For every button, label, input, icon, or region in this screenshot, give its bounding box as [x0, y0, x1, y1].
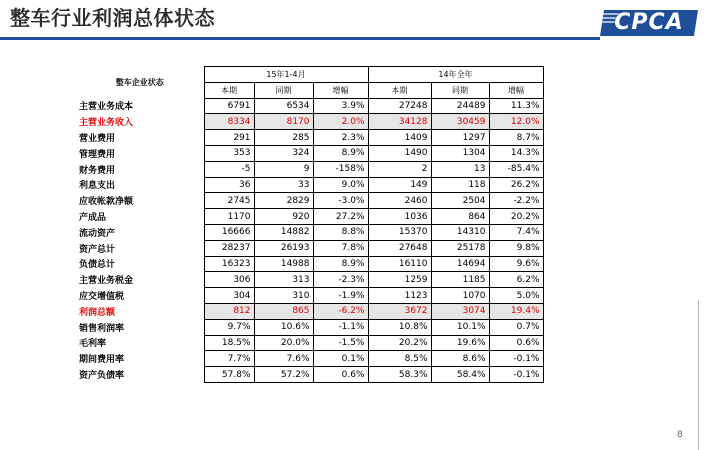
table-cell: 16110	[368, 256, 431, 272]
table-cell: 3672	[368, 303, 431, 319]
sub-header: 同期	[431, 82, 489, 98]
table-cell: 9.6%	[489, 256, 543, 272]
table-row	[76, 224, 543, 240]
table-cell: 16666	[204, 224, 254, 240]
table-row	[76, 145, 543, 161]
table-cell: -0.1%	[489, 367, 543, 383]
table-cell: -85.4%	[489, 161, 543, 177]
group-header-row	[76, 67, 543, 83]
table-cell: -1.1%	[313, 319, 368, 335]
table-cell: 2.0%	[313, 114, 368, 130]
table-row	[76, 367, 543, 383]
table-cell: 25178	[431, 240, 489, 256]
table-cell: 306	[204, 272, 254, 288]
row-label: 利息支出	[79, 181, 116, 192]
table-cell: 304	[204, 288, 254, 304]
row-label: 应交增值税	[79, 292, 125, 303]
table-cell: 1170	[204, 209, 254, 225]
table-cell: 13	[431, 161, 489, 177]
table-cell: 291	[204, 130, 254, 146]
table-cell: 2829	[254, 193, 313, 209]
row-label: 产成品	[79, 213, 107, 224]
group-header: 14年全年	[368, 67, 543, 83]
table-cell: -0.1%	[489, 351, 543, 367]
table-body	[76, 67, 543, 383]
table-cell: -2.3%	[313, 272, 368, 288]
table-cell: 5.0%	[489, 288, 543, 304]
table-cell: 10.6%	[254, 319, 313, 335]
table-cell: 12.0%	[489, 114, 543, 130]
logo-text: CPCA	[614, 10, 684, 35]
title-underline	[0, 37, 600, 40]
table-cell: 24489	[431, 98, 489, 114]
table-cell: 11.3%	[489, 98, 543, 114]
table-cell: 1070	[431, 288, 489, 304]
table-cell: 1409	[368, 130, 431, 146]
row-label: 资产负债率	[79, 371, 125, 382]
sub-header: 同期	[254, 82, 313, 98]
table-cell: 10.8%	[368, 319, 431, 335]
table-cell: 10.1%	[431, 319, 489, 335]
table-cell: -158%	[313, 161, 368, 177]
table-cell: 20.2%	[368, 335, 431, 351]
table-cell: -1.9%	[313, 288, 368, 304]
table-row	[76, 288, 543, 304]
table-cell: 36	[204, 177, 254, 193]
table-row	[76, 177, 543, 193]
row-label: 资产总计	[79, 244, 116, 255]
table-cell: 33	[254, 177, 313, 193]
row-label: 主营业务收入	[79, 118, 134, 129]
table-row	[76, 272, 543, 288]
table-cell: 8334	[204, 114, 254, 130]
table-cell: 9.8%	[489, 240, 543, 256]
table-cell: 26.2%	[489, 177, 543, 193]
table-cell: 7.8%	[313, 240, 368, 256]
page-number: 8	[677, 430, 683, 440]
table-cell: 1297	[431, 130, 489, 146]
table-cell: 2460	[368, 193, 431, 209]
table-cell: 8.9%	[313, 256, 368, 272]
table-cell: 2.3%	[313, 130, 368, 146]
table-row	[76, 256, 543, 272]
row-label: 主营业务成本	[79, 102, 134, 113]
table-cell: -2.2%	[489, 193, 543, 209]
table-row	[76, 319, 543, 335]
table-cell: 28237	[204, 240, 254, 256]
table-cell: 1185	[431, 272, 489, 288]
table-cell: 27.2%	[313, 209, 368, 225]
row-label: 利润总额	[79, 307, 116, 318]
table-row	[76, 335, 543, 351]
table-cell: 34128	[368, 114, 431, 130]
table-cell: 3074	[431, 303, 489, 319]
table-cell: 14.3%	[489, 145, 543, 161]
corner-label: 整车企业状态	[115, 77, 164, 87]
sub-header: 增幅	[313, 82, 368, 98]
table-cell: 2504	[431, 193, 489, 209]
table-cell: 324	[254, 145, 313, 161]
sub-header: 本期	[368, 82, 431, 98]
table-cell: 0.1%	[313, 351, 368, 367]
table-cell: 27648	[368, 240, 431, 256]
table-cell: -1.5%	[313, 335, 368, 351]
table-cell: 14310	[431, 224, 489, 240]
row-label: 营业费用	[79, 134, 116, 145]
table-cell: 118	[431, 177, 489, 193]
row-label: 负债总计	[79, 260, 116, 271]
table-cell: 3.9%	[313, 98, 368, 114]
table-cell: 1490	[368, 145, 431, 161]
table-row	[76, 303, 543, 319]
table-cell: 0.6%	[489, 335, 543, 351]
table-cell: 27248	[368, 98, 431, 114]
table-cell: 15370	[368, 224, 431, 240]
row-label: 主营业务税金	[79, 276, 134, 287]
table-cell: 0.6%	[313, 367, 368, 383]
row-label: 应收帐款净额	[79, 197, 134, 208]
table-row	[76, 351, 543, 367]
table-cell: 7.6%	[254, 351, 313, 367]
table-row	[76, 209, 543, 225]
profit-status-table	[76, 66, 544, 383]
table-row	[76, 114, 543, 130]
table-cell: 6791	[204, 98, 254, 114]
table-cell: 8.9%	[313, 145, 368, 161]
sub-header: 增幅	[489, 82, 543, 98]
table-cell: 8.6%	[431, 351, 489, 367]
table-cell: 7.7%	[204, 351, 254, 367]
table-cell: 864	[431, 209, 489, 225]
table-row	[76, 240, 543, 256]
row-label: 销售利润率	[79, 323, 125, 334]
row-label: 财务费用	[79, 165, 116, 176]
slide-frame	[690, 300, 699, 450]
table-cell: 6534	[254, 98, 313, 114]
table-cell: 14988	[254, 256, 313, 272]
table-cell: 310	[254, 288, 313, 304]
table-cell: 7.4%	[489, 224, 543, 240]
table-cell: 9	[254, 161, 313, 177]
table-cell: 149	[368, 177, 431, 193]
group-header: 15年1-4月	[204, 67, 368, 83]
table-cell: 57.8%	[204, 367, 254, 383]
table-cell: 20.0%	[254, 335, 313, 351]
table-cell: 14694	[431, 256, 489, 272]
row-label: 管理费用	[79, 149, 116, 160]
table-cell: -5	[204, 161, 254, 177]
table-cell: 20.2%	[489, 209, 543, 225]
table-cell: 26193	[254, 240, 313, 256]
table-cell: 9.0%	[313, 177, 368, 193]
table-cell: -6.2%	[313, 303, 368, 319]
table-cell: 57.2%	[254, 367, 313, 383]
table-row	[76, 193, 543, 209]
table-cell: 8.5%	[368, 351, 431, 367]
table-cell: 2745	[204, 193, 254, 209]
table-cell: -3.0%	[313, 193, 368, 209]
table-cell: 353	[204, 145, 254, 161]
sub-header: 本期	[204, 82, 254, 98]
table-row	[76, 161, 543, 177]
table-cell: 285	[254, 130, 313, 146]
table-cell: 19.4%	[489, 303, 543, 319]
table-cell: 313	[254, 272, 313, 288]
page-title: 整车行业利润总体状态	[10, 6, 215, 30]
table-cell: 1304	[431, 145, 489, 161]
table-cell: 8.7%	[489, 130, 543, 146]
table-cell: 16323	[204, 256, 254, 272]
table-cell: 58.4%	[431, 367, 489, 383]
table-cell: 2	[368, 161, 431, 177]
row-label: 期间费用率	[79, 355, 125, 366]
row-label: 毛利率	[79, 339, 107, 350]
table-cell: 1259	[368, 272, 431, 288]
table-cell: 14882	[254, 224, 313, 240]
table-cell: 0.7%	[489, 319, 543, 335]
table-cell: 18.5%	[204, 335, 254, 351]
table-cell: 9.7%	[204, 319, 254, 335]
table-cell: 6.2%	[489, 272, 543, 288]
row-label: 流动资产	[79, 228, 116, 239]
table-cell: 812	[204, 303, 254, 319]
table-row	[76, 98, 543, 114]
table-cell: 8.8%	[313, 224, 368, 240]
table-cell: 1036	[368, 209, 431, 225]
cpca-logo	[598, 8, 700, 38]
table-cell: 8170	[254, 114, 313, 130]
table-cell: 865	[254, 303, 313, 319]
table-cell: 19.6%	[431, 335, 489, 351]
table-cell: 920	[254, 209, 313, 225]
table-cell: 58.3%	[368, 367, 431, 383]
table-row	[76, 130, 543, 146]
table-cell: 1123	[368, 288, 431, 304]
table-cell: 30459	[431, 114, 489, 130]
